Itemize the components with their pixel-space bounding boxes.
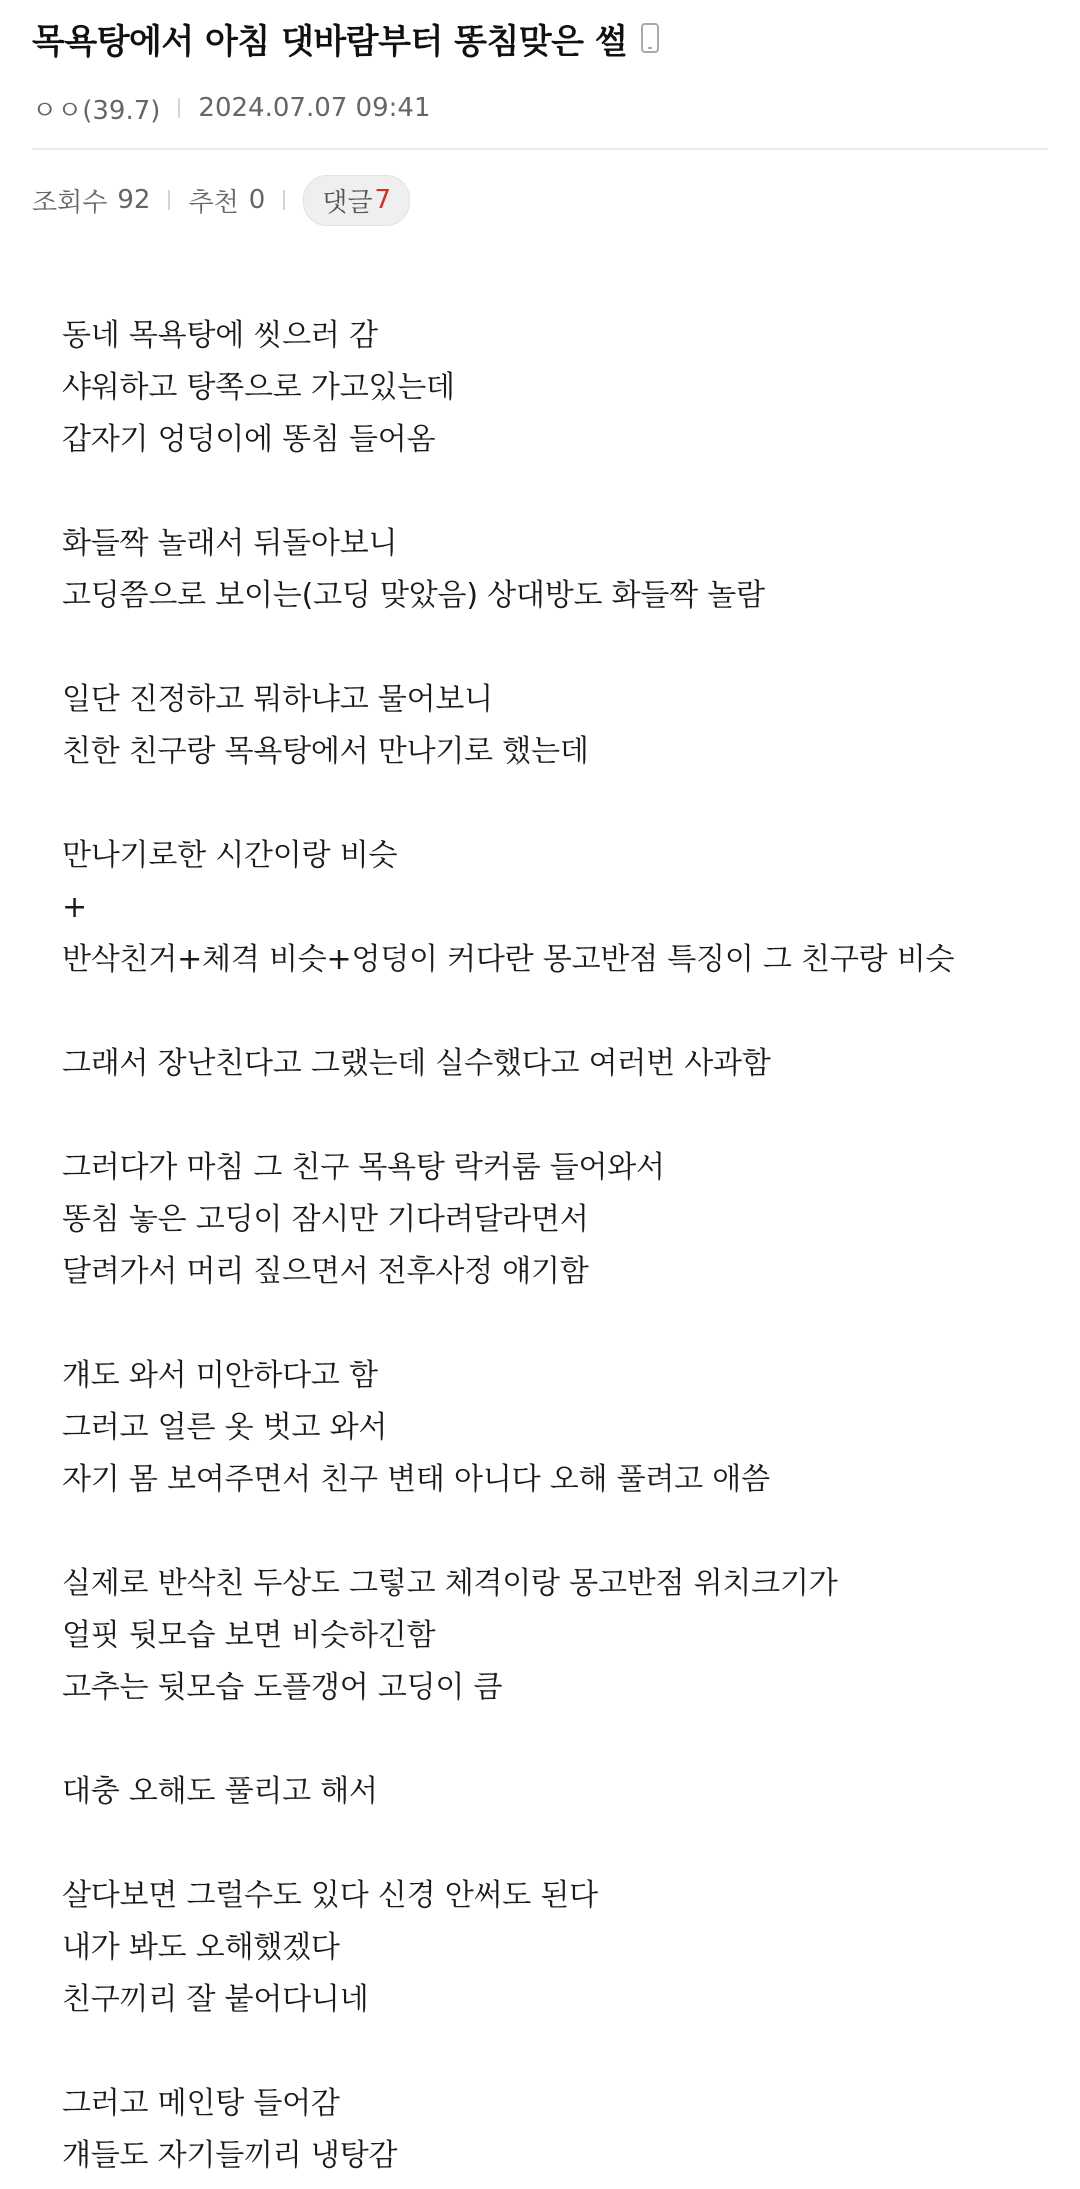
body-line: 고추는 뒷모습 도플갱어 고딩이 큼 bbox=[62, 1670, 503, 1705]
comment-count-button[interactable] bbox=[303, 175, 410, 226]
body-line: 갑자기 엉덩이에 똥침 들어옴 bbox=[62, 422, 436, 457]
body-paragraph bbox=[62, 1038, 1042, 1090]
recommend-count-label: 추천 bbox=[188, 187, 239, 218]
paragraph-gap bbox=[62, 622, 1042, 674]
body-paragraph bbox=[62, 1766, 1042, 1818]
stats-divider bbox=[168, 190, 170, 210]
body-paragraph bbox=[62, 1350, 1042, 1506]
body-paragraph bbox=[62, 1558, 1042, 1714]
body-line: 살다보면 그럴수도 있다 신경 안써도 된다 bbox=[62, 1878, 598, 1913]
body-line: 동네 목욕탕에 씻으러 감 bbox=[62, 318, 378, 353]
body-line: 샤워하고 탕쪽으로 가고있는데 bbox=[62, 370, 455, 405]
meta-divider bbox=[178, 98, 180, 118]
body-line: 그러고 얼른 옷 벗고 와서 bbox=[62, 1410, 388, 1445]
post-header bbox=[0, 0, 1080, 250]
post-stats bbox=[32, 150, 1048, 250]
mobile-device-icon bbox=[641, 23, 659, 53]
paragraph-gap bbox=[62, 466, 1042, 518]
body-line: 그러다가 마침 그 친구 목욕탕 락커룸 들어와서 bbox=[62, 1150, 665, 1185]
body-paragraph bbox=[62, 1870, 1042, 2026]
paragraph-gap bbox=[62, 1298, 1042, 1350]
body-line: 실제로 반삭친 두상도 그렇고 체격이랑 몽고반점 위치크기가 bbox=[62, 1566, 838, 1601]
body-paragraph bbox=[62, 674, 1042, 778]
body-line: 친한 친구랑 목욕탕에서 만나기로 했는데 bbox=[62, 734, 589, 769]
paragraph-gap bbox=[62, 986, 1042, 1038]
body-line: 만나기로한 시간이랑 비슷 bbox=[62, 838, 398, 873]
body-line: 반삭친거+체격 비슷+엉덩이 커다란 몽고반점 특징이 그 친구랑 비슷 bbox=[62, 942, 955, 977]
body-paragraph bbox=[62, 830, 1042, 986]
body-paragraph bbox=[62, 518, 1042, 622]
body-line: 얼핏 뒷모습 보면 비슷하긴함 bbox=[62, 1618, 436, 1653]
body-line: 똥침 놓은 고딩이 잠시만 기다려달라면서 bbox=[62, 1202, 589, 1237]
paragraph-gap bbox=[62, 2026, 1042, 2078]
body-line: 걔도 와서 미안하다고 함 bbox=[62, 1358, 378, 1393]
body-paragraph bbox=[62, 310, 1042, 466]
paragraph-gap bbox=[62, 1090, 1042, 1142]
paragraph-gap bbox=[62, 778, 1042, 830]
body-line: 걔들도 자기들끼리 냉탕감 bbox=[62, 2138, 398, 2173]
view-count-label: 조회수 bbox=[32, 187, 108, 218]
body-line: 달려가서 머리 짚으면서 전후사정 얘기함 bbox=[62, 1254, 589, 1289]
body-paragraph bbox=[62, 1142, 1042, 1298]
body-line: 자기 몸 보여주면서 친구 변태 아니다 오해 풀려고 애씀 bbox=[62, 1462, 770, 1497]
post-meta bbox=[32, 68, 1048, 150]
body-line: 그러고 메인탕 들어감 bbox=[62, 2086, 340, 2121]
comment-count-label: 댓글 bbox=[322, 187, 373, 218]
body-line: 친구끼리 잘 붙어다니네 bbox=[62, 1982, 369, 2017]
body-line: 일단 진정하고 뭐하냐고 물어보니 bbox=[62, 682, 493, 717]
paragraph-gap bbox=[62, 1506, 1042, 1558]
post-title bbox=[32, 0, 1048, 68]
post-title-text: 목욕탕에서 아침 댓바람부터 똥침맞은 썰 bbox=[32, 21, 628, 62]
stats-divider bbox=[283, 190, 285, 210]
body-paragraph bbox=[62, 2078, 1042, 2182]
comment-count-value: 7 bbox=[374, 185, 392, 215]
recommend-count bbox=[188, 182, 265, 219]
recommend-count-value: 0 bbox=[248, 185, 266, 215]
body-line: 대충 오해도 풀리고 해서 bbox=[62, 1774, 378, 1809]
post-body bbox=[62, 310, 1042, 2182]
paragraph-gap bbox=[62, 1714, 1042, 1766]
author-name[interactable]: ㅇㅇ(39.7) bbox=[32, 95, 161, 126]
body-line: + bbox=[62, 890, 87, 925]
body-line: 화들짝 놀래서 뒤돌아보니 bbox=[62, 526, 398, 561]
paragraph-gap bbox=[62, 1818, 1042, 1870]
body-line: 그래서 장난친다고 그랬는데 실수했다고 여러번 사과함 bbox=[62, 1046, 771, 1081]
post-datetime: 2024.07.07 09:41 bbox=[198, 93, 431, 123]
view-count-value: 92 bbox=[117, 185, 151, 215]
body-line: 내가 봐도 오해했겠다 bbox=[62, 1930, 340, 1965]
body-line: 고딩쯤으로 보이는(고딩 맞았음) 상대방도 화들짝 놀람 bbox=[62, 578, 765, 613]
view-count bbox=[32, 182, 150, 219]
